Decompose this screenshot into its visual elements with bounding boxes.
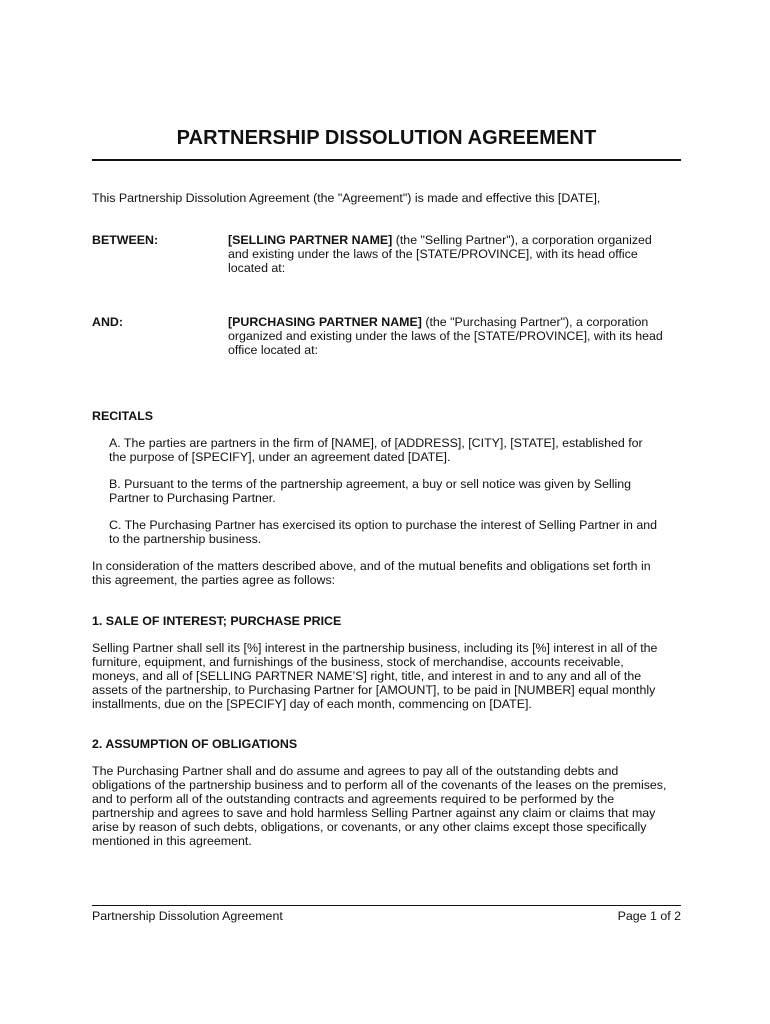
document-title: PARTNERSHIP DISSOLUTION AGREEMENT [176,127,597,149]
recital-b [109,477,681,505]
purchasing-partner-line: organized and existing under the laws of the [STATE/PROVINCE], with its head [228,329,663,343]
purchasing-partner-line: (the "Purchasing Partner"), a corporation [421,315,649,329]
and-label: AND: [92,315,123,329]
section-1-line: moneys, and all of [SELLING PARTNER NAME’S] right, title, and interest in and to any and all of the [92,669,642,683]
section-2-line: mentioned in this agreement. [92,834,252,848]
section-1-body [92,641,681,711]
title-divider [92,159,681,161]
consideration-line: this agreement, the parties agree as follows: [92,573,336,587]
section-1-line: assets of the partnership, to Purchasing Partner for [AMOUNT], to be paid in [NUMBER] equal monthly [92,683,656,697]
selling-partner-name: [SELLING PARTNER NAME] [228,233,393,247]
footer-page-number: Page 1 of 2 [617,909,681,923]
section-2-body [92,764,681,848]
section-1-line: furniture, equipment, and furnishings of the business, stock of merchandise, accounts receivable, [92,655,624,669]
recital-line: C. The Purchasing Partner has exercised its option to purchase the interest of Selling Partner in and [109,518,658,532]
footer-document-name: Partnership Dissolution Agreement [92,909,283,923]
consideration-line: In consideration of the matters described above, and of the mutual benefits and obligations set forth in [92,559,651,573]
recital-line: Partner to Purchasing Partner. [109,491,276,505]
consideration-paragraph [92,559,681,587]
section-2-line: and to perform all of the outstanding contracts and agreements required to be performed by the [92,792,615,806]
selling-partner-line: (the "Selling Partner"), a corporation organized [392,233,652,247]
purchasing-partner-name: [PURCHASING PARTNER NAME] [228,315,422,329]
footer-divider [92,905,681,906]
purchasing-partner-line: office located at: [228,343,319,357]
recital-line: B. Pursuant to the terms of the partnership agreement, a buy or sell notice was given by Selling [109,477,632,491]
selling-partner-line: located at: [228,261,286,275]
recital-c [109,518,681,546]
section-2-line: arise by reason of such debts, obligations, or covenants, or any other claims except those specifically [92,820,647,834]
selling-partner-line: and existing under the laws of the [STATE/PROVINCE], with its head office [228,247,638,261]
section-2-line: The Purchasing Partner shall and do assume and agrees to pay all of the outstanding debts and [92,764,619,778]
purchasing-partner-clause [228,315,681,357]
recitals-heading: RECITALS [92,409,154,423]
selling-partner-clause [228,233,681,275]
section-2-line: obligations of the partnership business and to perform all of the covenants of the leases on the premises, [92,778,667,792]
recital-line: A. The parties are partners in the firm of [NAME], of [ADDRESS], [CITY], [STATE], established for [109,436,643,450]
section-1-line: installments, due on the [SPECIFY] day of each month, commencing on [DATE]. [92,697,532,711]
section-2-line: partnership and agrees to save and hold harmless Selling Partner against any claim or claims that may [92,806,656,820]
between-label: BETWEEN: [92,233,159,247]
recital-line: the purpose of [SPECIFY], under an agreement dated [DATE]. [109,450,451,464]
section-1-line: Selling Partner shall sell its [%] interest in the partnership business, including its [%] interest in all of the [92,641,658,655]
document-page [92,0,681,1024]
recital-line: to the partnership business. [109,532,262,546]
intro-paragraph: This Partnership Dissolution Agreement (the "Agreement") is made and effective this [DATE], [92,191,601,205]
section-1-heading: 1. SALE OF INTEREST; PURCHASE PRICE [92,614,342,628]
recital-a [109,436,681,464]
section-2-heading: 2. ASSUMPTION OF OBLIGATIONS [92,737,298,751]
